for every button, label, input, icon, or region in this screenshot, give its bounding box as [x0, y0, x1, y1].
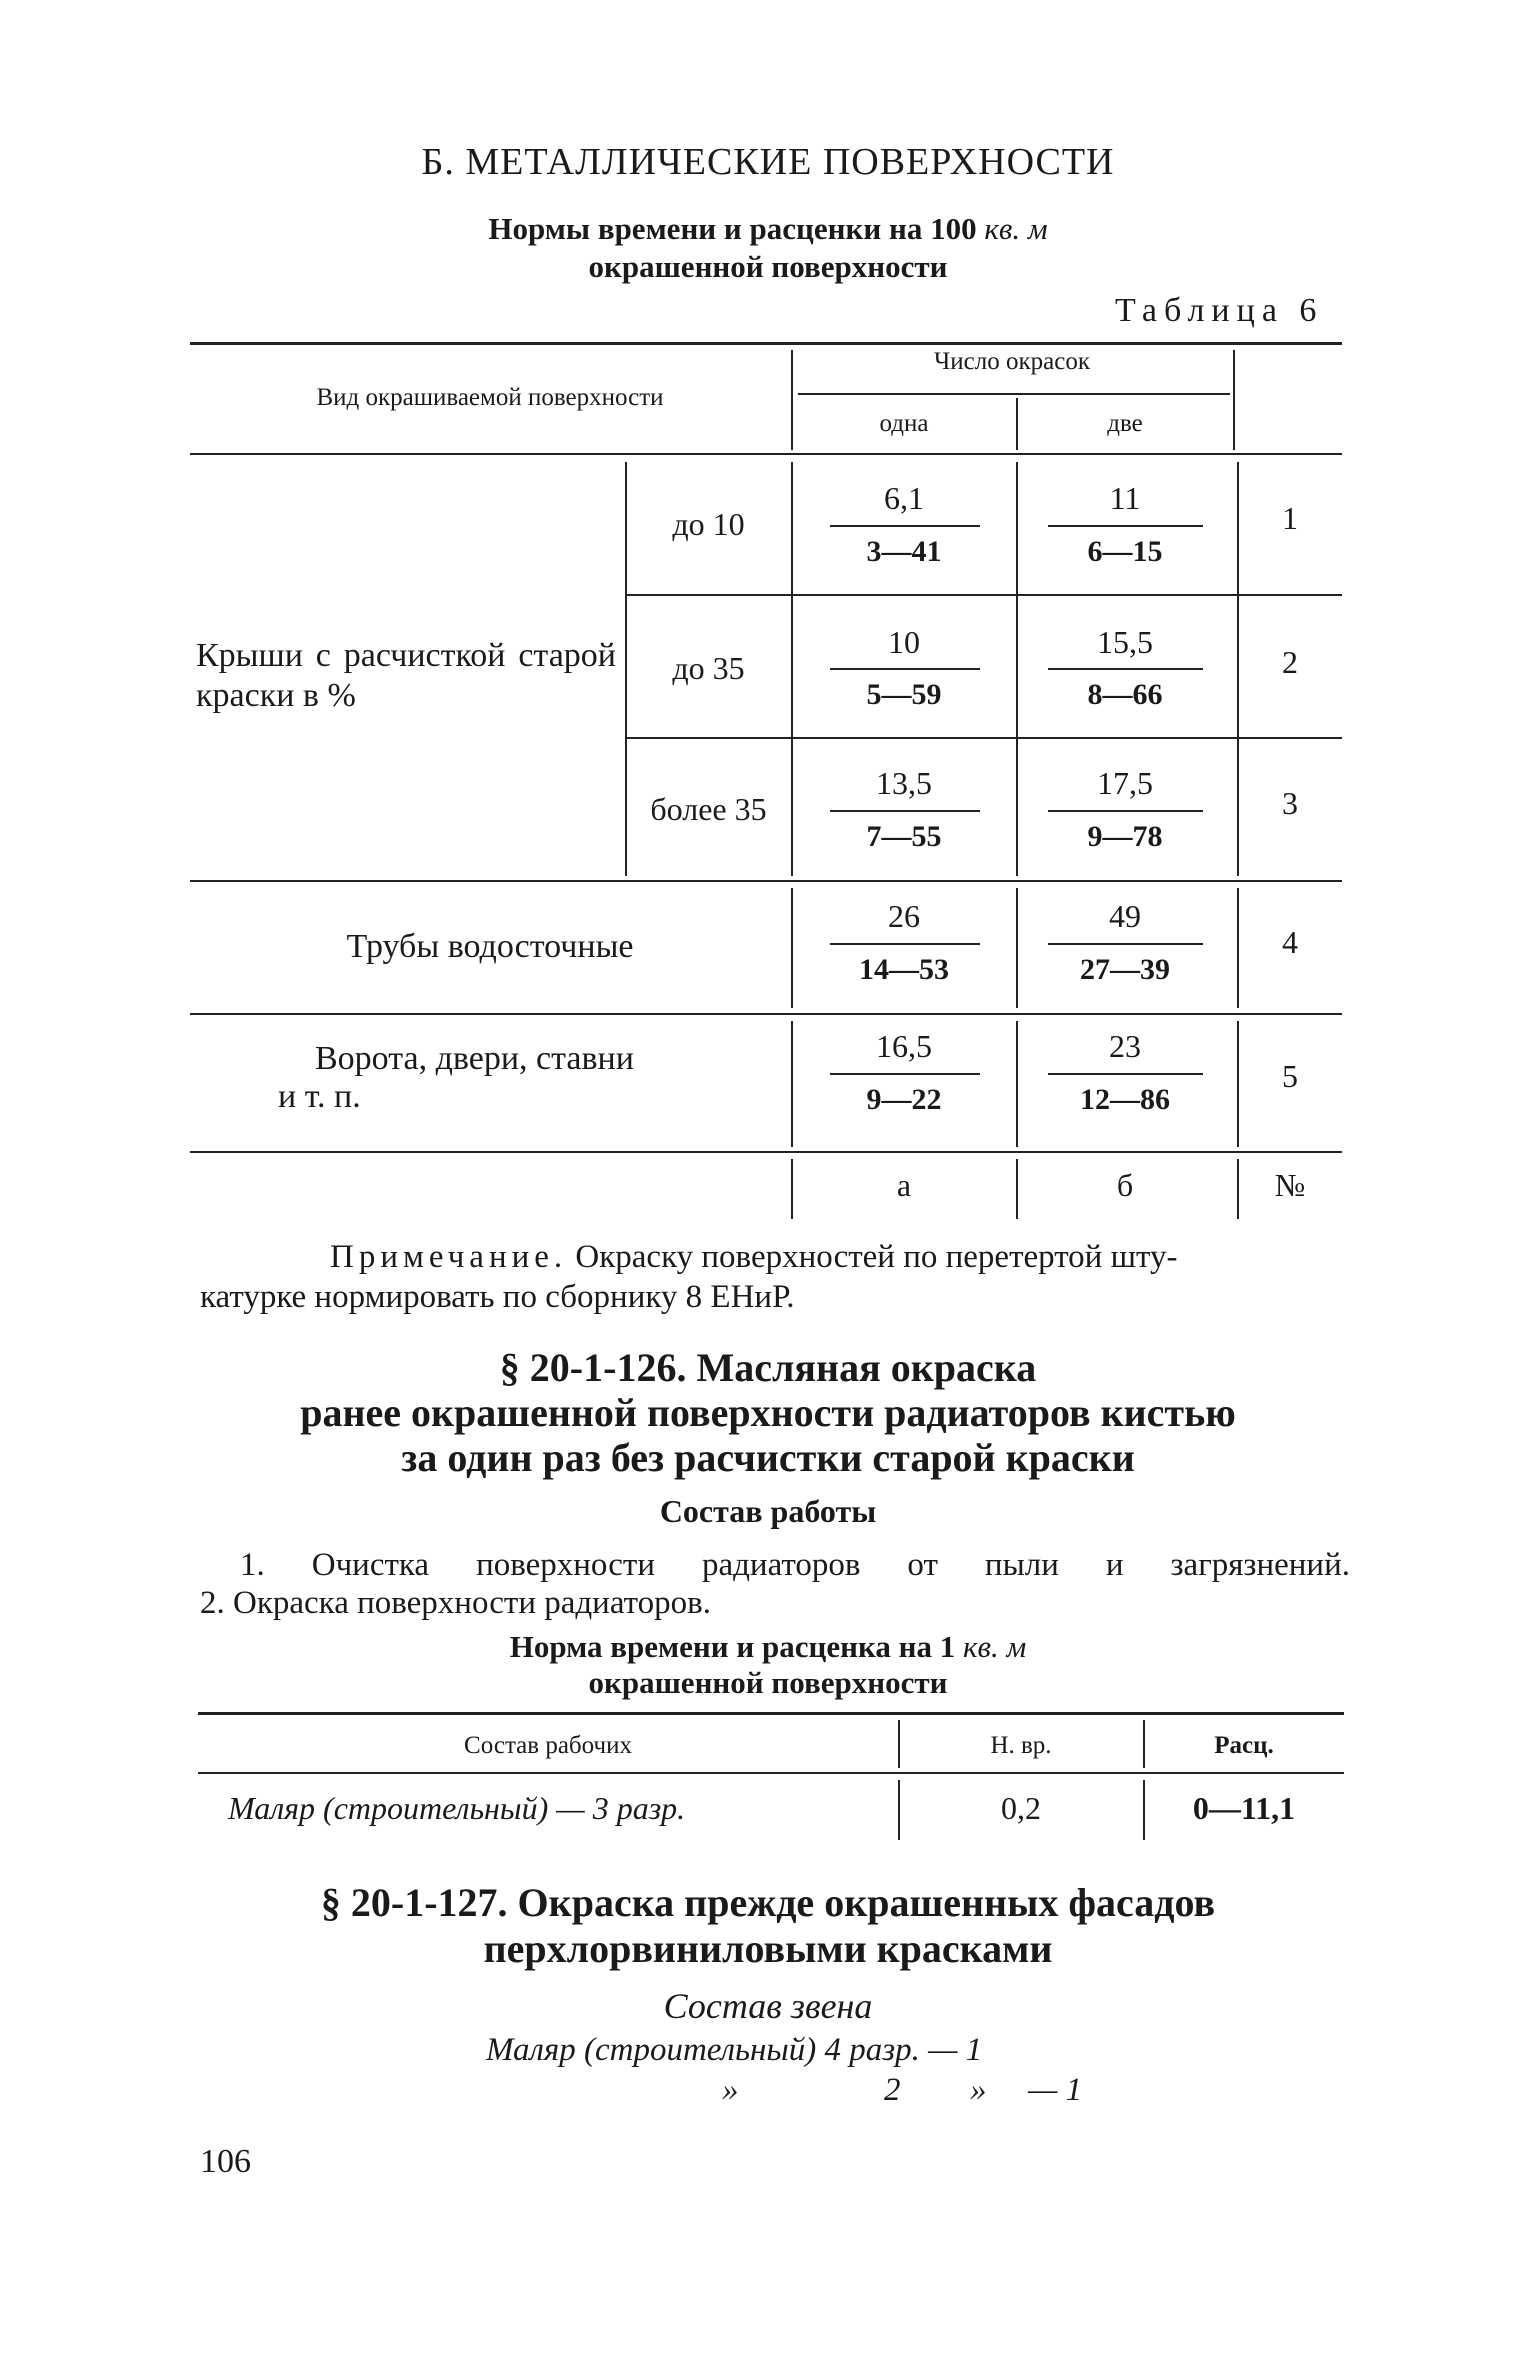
row3-one-rate: 7—55 — [866, 820, 942, 853]
row1-two-rate: 6—15 — [1087, 535, 1163, 568]
row5-one-time: 16,5 — [876, 1028, 932, 1064]
sec126-work-1: 1. Очистка поверхности радиаторов от пыли и загрязнений. — [240, 1547, 1350, 1583]
sec127-crew-2d: — 1 — [1028, 2072, 1083, 2108]
sec126-norm-text: Норма времени и расценка на 1 — [509, 1629, 956, 1664]
rate-value: 0—11,1 — [1192, 1790, 1296, 1826]
header-two: две — [1107, 410, 1143, 437]
footer-no: № — [1274, 1167, 1306, 1203]
footer-a: а — [896, 1167, 912, 1203]
note-label: Примечание. — [330, 1239, 568, 1275]
time-value: 0,2 — [1001, 1790, 1041, 1826]
row5-one-rate: 9—22 — [866, 1083, 942, 1116]
row2-num: 2 — [1282, 644, 1298, 680]
worker: Маляр (строительный) — 3 разр. — [228, 1790, 686, 1826]
row5-label-1: Ворота, двери, ставни — [315, 1040, 634, 1077]
norms-title-unit: кв. м — [984, 211, 1048, 246]
header-surface: Вид окрашиваемой поверхности — [316, 384, 664, 411]
row2-two-rate: 8—66 — [1087, 678, 1163, 711]
sec126-work-2: 2. Окраска поверхности радиаторов. — [200, 1585, 711, 1621]
row3-num: 3 — [1282, 785, 1298, 821]
row3-two-rate: 9—78 — [1087, 820, 1163, 853]
row5-label-2: и т. п. — [278, 1078, 361, 1115]
row5-num: 5 — [1282, 1058, 1298, 1094]
sec126-norm-unit: кв. м — [962, 1629, 1027, 1664]
row5-two-rate: 12—86 — [1080, 1083, 1170, 1116]
note-line1 — [330, 1237, 1350, 1277]
row1-sub: до 10 — [672, 506, 745, 542]
section-title: Б. МЕТАЛЛИЧЕСКИЕ ПОВЕРХНОСТИ — [421, 141, 1115, 183]
h-time: Н. вр. — [990, 1732, 1052, 1759]
h-rate: Расц. — [1214, 1732, 1274, 1759]
row4-one-rate: 14—53 — [859, 953, 949, 986]
row5-two-time: 23 — [1109, 1028, 1141, 1064]
footer-b: б — [1116, 1167, 1134, 1203]
roof-label: Крыши с расчисткой старой краски в % — [196, 637, 616, 714]
row3-two-time: 17,5 — [1097, 765, 1153, 801]
norms-title — [0, 210, 1536, 248]
row4-label: Трубы водосточные — [346, 928, 634, 965]
sec127-title-1: § 20-1-127. Окраска прежде окрашенных фасадов — [320, 1880, 1216, 1925]
row4-one-time: 26 — [888, 898, 920, 934]
sec127-title-2: перхлорвиниловыми красками — [483, 1926, 1053, 1971]
header-one: одна — [879, 410, 929, 437]
row4-two-time: 49 — [1109, 898, 1141, 934]
row1-num: 1 — [1282, 500, 1298, 536]
row2-one-rate: 5—59 — [866, 678, 942, 711]
norms-title-line2: окрашенной поверхности — [588, 249, 948, 284]
norms-title-text: Нормы времени и расценки на 100 — [488, 211, 977, 246]
sec126-title-2: ранее окрашенной поверхности радиаторов кистью — [300, 1390, 1236, 1435]
row1-two-time: 11 — [1109, 480, 1141, 516]
row1-one-time: 6,1 — [884, 480, 924, 516]
row3-sub: более 35 — [650, 791, 767, 827]
row2-one-time: 10 — [888, 624, 920, 660]
row2-two-time: 15,5 — [1097, 624, 1153, 660]
table-label: Таблица 6 — [1115, 292, 1324, 329]
page-number: 106 — [200, 2143, 251, 2180]
sec127-crew-2a: » — [722, 2072, 739, 2108]
sec126-title-1: § 20-1-126. Масляная окраска — [499, 1345, 1037, 1390]
sec127-crew-2b: 2 — [884, 2072, 901, 2108]
note-text-1: Окраску поверхностей по перетертой шту- — [575, 1239, 1178, 1275]
sec126-title-3: за один раз без расчистки старой краски — [401, 1435, 1135, 1480]
note-line2: катурке нормировать по сборнику 8 ЕНиР. — [200, 1279, 795, 1315]
h-workers: Состав рабочих — [464, 1732, 632, 1759]
header-coats: Число окрасок — [934, 348, 1090, 375]
sec127-crew-title: Состав звена — [663, 1986, 873, 2026]
row4-num: 4 — [1282, 924, 1298, 960]
sec127-crew-1: Маляр (строительный) 4 разр. — 1 — [486, 2032, 983, 2068]
row1-one-rate: 3—41 — [866, 535, 942, 568]
sec127-crew-2c: » — [970, 2072, 987, 2108]
row2-sub: до 35 — [672, 650, 745, 686]
row3-one-time: 13,5 — [876, 765, 932, 801]
sec126-work-title: Состав работы — [659, 1493, 877, 1529]
sec126-norm-line2: окрашенной поверхности — [588, 1665, 948, 1700]
sec126-norm-title — [0, 1628, 1536, 1666]
row4-two-rate: 27—39 — [1080, 953, 1170, 986]
